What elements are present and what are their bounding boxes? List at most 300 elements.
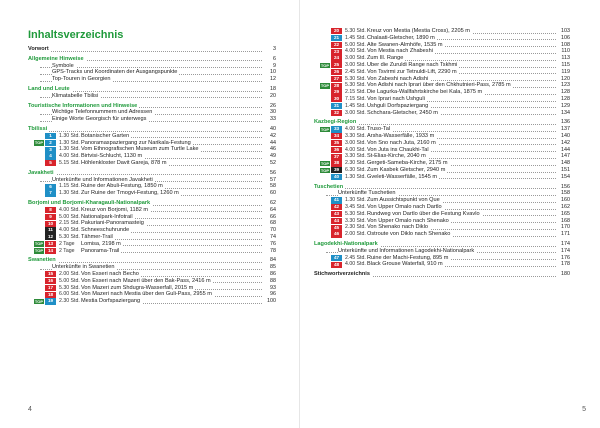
toc-entry-label [28, 126, 262, 133]
tour-duration: 1.30 Std. [59, 139, 80, 146]
toc-entry[interactable] [28, 146, 276, 153]
tour-number-badge: 5 [45, 160, 56, 166]
toc-entry[interactable] [28, 69, 276, 76]
tour-number-badge: 29 [331, 89, 342, 95]
badge-column [314, 110, 342, 117]
tour-number-badge: 37 [331, 154, 342, 160]
toc-page-number: 52 [270, 159, 276, 166]
tour-duration: 6.30 Std. [345, 166, 366, 173]
tour-duration: 4.00 Std. [59, 153, 80, 160]
tour-duration: 3.30 Std. [345, 132, 366, 139]
toc-entry[interactable] [28, 177, 276, 184]
tour-number-badge: 9 [45, 214, 56, 220]
toc-page-number: 160 [561, 197, 570, 204]
tour-number-badge: 14 [45, 248, 56, 254]
toc-entry[interactable] [28, 63, 276, 70]
tour-number-badge: 38 [331, 160, 342, 166]
badge-column [28, 298, 56, 305]
toc-entry-text: Stichwortverzeichnis [314, 271, 370, 278]
tour-duration: 1.45 Std. [345, 34, 366, 41]
toc-entry-text: Panoramaspaziergang zur Narikala-Festung [81, 139, 191, 146]
toc-page-number: 96 [270, 291, 276, 298]
toc-entry[interactable] [28, 133, 276, 140]
toc-entry[interactable] [28, 291, 276, 298]
toc-entry[interactable] [28, 298, 276, 305]
toc-entry[interactable] [28, 153, 276, 160]
toc-entry-label [367, 197, 556, 204]
toc-page-number: 49 [270, 153, 276, 160]
toc-entry[interactable] [314, 167, 570, 174]
toc-entry-text: Swanetien [28, 257, 56, 264]
top-tour-badge: TOP [34, 298, 43, 304]
tour-duration: 7.15 Std. [345, 95, 366, 102]
toc-entry-text: Zum Kasbek Gletscher, 2940 m [367, 166, 446, 173]
tour-number-badge: 11 [45, 227, 56, 233]
badge-column [28, 160, 56, 167]
toc-page-number: 100 [267, 298, 276, 305]
toc-page-number: 42 [270, 132, 276, 139]
toc-entry[interactable] [314, 55, 570, 62]
toc-page-number: 10 [270, 69, 276, 76]
tour-number-badge: 20 [331, 28, 342, 34]
toc-entry[interactable] [314, 248, 570, 255]
tour-duration: 4.00 Std. [345, 126, 366, 133]
toc-page-number: 178 [561, 261, 570, 268]
toc-entry[interactable] [314, 153, 570, 160]
toc-entry-text: Von Tsvirmi zur Tetnuldi-Lift, 2290 m [367, 68, 457, 75]
toc-entry-text: Botanischer Garten [81, 132, 130, 139]
toc-entry-text: Truso-Tal [367, 126, 391, 133]
toc-entry-label [81, 291, 262, 298]
toc-entry-label [367, 62, 556, 69]
tour-number-badge: 6 [45, 184, 56, 190]
toc-entry[interactable] [314, 133, 570, 140]
toc-entry[interactable] [314, 218, 570, 225]
tour-number-badge: 2 [45, 140, 56, 146]
tour-duration: 1.30 Std. [59, 190, 80, 197]
toc-entry-text: Kreuz von Mestia (Mestia Cross), 2205 m [367, 28, 470, 34]
toc-entry-label [40, 264, 262, 271]
badge-column [28, 76, 40, 83]
toc-entry-text: Pakuriani-Panoramasteig [81, 220, 144, 227]
toc-entry[interactable] [314, 48, 570, 55]
toc-page-number: 134 [561, 109, 570, 116]
toc-entry-text: Mestia Dorfspaziergang [81, 298, 141, 305]
toc-entry-label [367, 42, 556, 49]
toc-entry-text: GPS-Tracks und Koordinaten der Ausgangspunkte [52, 69, 178, 76]
toc-entry-text: Ruine der Abuli-Festung, 1850 m [81, 183, 163, 190]
top-tour-badge: TOP [320, 62, 329, 68]
toc-entry-label [81, 183, 262, 190]
toc-entry-label [81, 227, 262, 234]
badge-column [28, 190, 56, 197]
toc-entry-label [28, 257, 262, 264]
tour-duration: 2.45 Std. [345, 254, 366, 261]
toc-entry[interactable] [28, 285, 276, 292]
tour-duration: 4.00 Std. [59, 227, 80, 234]
toc-entry-label [367, 28, 556, 35]
toc-entry[interactable] [314, 119, 570, 126]
toc-entry[interactable] [28, 103, 276, 110]
toc-entry[interactable] [28, 264, 276, 271]
toc-entry[interactable] [28, 160, 276, 167]
tour-duration: 1.30 Std. [345, 197, 366, 204]
tour-duration: 2.30 Std. [59, 298, 80, 305]
toc-entry-text: Schneeschuhrunde [81, 227, 130, 234]
toc-entry[interactable] [28, 234, 276, 241]
tour-number-badge: 43 [331, 211, 342, 217]
toc-entry[interactable] [314, 35, 570, 42]
toc-entry[interactable] [28, 207, 276, 214]
toc-page-number: 106 [561, 34, 570, 41]
toc-entry-text: Höhlenkloster Davit Gareja, 878 m [81, 159, 167, 166]
toc-entry[interactable] [314, 69, 570, 76]
tour-duration: 5.30 Std. [59, 233, 80, 240]
toc-entry[interactable] [314, 96, 570, 103]
toc-page-number: 115 [561, 61, 570, 68]
tour-duration: 4.00 Std. [345, 48, 366, 55]
toc-page-number: 76 [270, 240, 276, 247]
toc-entry-text: Land und Leute [28, 85, 70, 92]
badge-column [314, 103, 342, 110]
badge-column [314, 211, 342, 218]
badge-column [28, 116, 40, 123]
toc-entry[interactable] [314, 110, 570, 117]
toc-page-number: 58 [270, 183, 276, 190]
toc-entry[interactable] [28, 200, 276, 207]
badge-column [28, 285, 56, 292]
toc-entry-label [367, 89, 556, 96]
toc-entry-label [367, 255, 556, 262]
tour-number-badge: 4 [45, 153, 56, 159]
toc-entry[interactable] [28, 170, 276, 177]
toc-entry-label [81, 271, 262, 278]
tour-duration: 5.00 Std. [59, 277, 80, 284]
toc-entry-text: Touristische Informationen und Hinweise [28, 102, 138, 109]
toc-entry[interactable] [314, 224, 570, 231]
page-number-right: 5 [582, 406, 586, 414]
right-page [300, 0, 600, 428]
tour-duration: 2.00 Std. [345, 231, 366, 238]
toc-page-number: 68 [270, 220, 276, 227]
toc-entry[interactable] [314, 271, 570, 278]
tour-number-badge: 8 [45, 207, 56, 213]
toc-page-number: 158 [561, 190, 570, 197]
toc-page-number: 128 [561, 95, 570, 102]
badge-column [28, 241, 56, 248]
toc-page-number: 12 [270, 76, 276, 83]
toc-entry-label [367, 231, 556, 238]
toc-entry-label [81, 207, 262, 214]
top-tour-badge: TOP [34, 248, 43, 254]
toc-entry[interactable] [314, 255, 570, 262]
toc-entry-label [81, 190, 262, 197]
page-number-left: 4 [28, 406, 32, 414]
toc-page-number: 88 [270, 277, 276, 284]
badge-column [314, 96, 342, 103]
toc-entry-text: Zum Aussichtspunkt von Que [367, 197, 440, 204]
badge-column [314, 204, 342, 211]
toc-entry-text: Von Adishi nach Iprari über den Chkhutnieri-Pass, 2785 m [367, 82, 511, 89]
tour-duration: 4.00 Std. [345, 261, 366, 268]
top-tour-badge: TOP [320, 167, 329, 173]
toc-page-number: 46 [270, 146, 276, 153]
toc-entry-text: Tähmer-Trail [81, 233, 113, 240]
badge-column [28, 291, 56, 298]
tour-duration: 2 Tage [59, 247, 75, 254]
toc-entry-text: Chalaati-Gletscher, 1890 m [367, 34, 435, 41]
toc-page-number: 180 [561, 271, 570, 278]
toc-page-number: 113 [561, 55, 570, 62]
toc-entry[interactable] [28, 76, 276, 83]
toc-page-number: 74 [270, 233, 276, 240]
toc-page-number: 119 [561, 68, 570, 75]
toc-entry[interactable] [314, 76, 570, 83]
toc-entry-text: Ushguli Dorfspaziergang [367, 102, 429, 109]
toc-entry[interactable] [314, 42, 570, 49]
tour-duration: 3.30 Std. [345, 153, 366, 160]
toc-entry-label [367, 35, 556, 42]
toc-entry[interactable] [28, 190, 276, 197]
badge-column [314, 231, 342, 238]
toc-list-left [28, 46, 276, 305]
tour-duration: 2.15 Std. [59, 220, 80, 227]
page-title: Inhaltsverzeichnis [28, 29, 124, 41]
toc-entry-text: Unterkünfte und Informationen Lagodekhi-Nationalpark [338, 247, 475, 254]
toc-page-number: 78 [270, 247, 276, 254]
badge-column [314, 160, 342, 167]
toc-entry-text: Kazbegi-Region [314, 119, 357, 126]
toc-entry-label [367, 160, 556, 167]
tour-duration: 5.30 Std. [345, 82, 366, 89]
toc-entry-label [40, 93, 262, 100]
toc-entry[interactable] [28, 46, 276, 53]
toc-entry-text: Arsha-Wasserfälle, 1933 m [367, 132, 435, 139]
badge-column [314, 28, 342, 35]
toc-page-number: 137 [561, 126, 570, 133]
badge-column [314, 89, 342, 96]
toc-entry[interactable] [28, 227, 276, 234]
toc-entry[interactable] [314, 261, 570, 268]
badge-column [314, 153, 342, 160]
tour-number-badge: 24 [331, 55, 342, 61]
toc-entry[interactable] [314, 184, 570, 191]
toc-entry-label [367, 103, 556, 110]
toc-entry-text: Von Juta ins Chaukhi-Tal [367, 146, 429, 153]
toc-entry-label [367, 126, 556, 133]
toc-entry[interactable] [28, 109, 276, 116]
toc-entry-label [28, 46, 262, 53]
toc-entry-text: Ruine der Machi-Festung, 895 m [367, 254, 449, 261]
toc-entry-label [40, 109, 262, 116]
toc-entry[interactable] [28, 116, 276, 123]
toc-entry-label [40, 76, 262, 83]
toc-entry-text: Wichtige Telefonnummern und Adressen [52, 109, 153, 116]
tour-number-badge: 36 [331, 147, 342, 153]
toc-entry-label [81, 248, 262, 255]
toc-entry[interactable] [314, 160, 570, 167]
badge-column [314, 167, 342, 174]
badge-column [28, 234, 56, 241]
badge-column [28, 214, 56, 221]
tour-duration: 2 Tage [59, 240, 75, 247]
toc-entry-label [367, 218, 556, 225]
toc-entry-label [81, 220, 262, 227]
toc-entry-label [326, 190, 556, 197]
tour-duration: 2.30 Std. [345, 160, 366, 167]
toc-entry[interactable] [28, 257, 276, 264]
toc-entry[interactable] [28, 278, 276, 285]
toc-page-number: 144 [561, 146, 570, 153]
badge-column [314, 42, 342, 49]
tour-duration: 3.00 Std. [345, 139, 366, 146]
toc-page-number: 168 [561, 217, 570, 224]
toc-entry-text: Die Lagurka-Wallfahrtskirche bei Kala, 1875 m [367, 89, 483, 96]
toc-entry-label [81, 285, 262, 292]
tour-number-badge: 44 [331, 218, 342, 224]
toc-entry[interactable] [314, 231, 570, 238]
toc-entry-label [367, 224, 556, 231]
toc-entry[interactable] [28, 86, 276, 93]
toc-entry[interactable] [314, 211, 570, 218]
toc-entry-text: Zum Ill. Range [367, 55, 404, 62]
tour-duration: 2.30 Std. [345, 224, 366, 231]
tour-duration: 1.30 Std. [345, 173, 366, 180]
toc-entry[interactable] [314, 190, 570, 197]
toc-entry[interactable] [28, 214, 276, 221]
toc-entry-label [367, 82, 556, 89]
badge-column [28, 207, 56, 214]
toc-entry[interactable] [28, 183, 276, 190]
toc-page-number: 103 [561, 28, 570, 34]
toc-page-number: 148 [561, 160, 570, 167]
toc-page-number: 20 [270, 92, 276, 99]
tour-number-badge: 41 [331, 197, 342, 203]
tour-number-badge: 48 [331, 262, 342, 268]
toc-entry-text: Von Mazeri nach Mestia über den Guli-Pass, 2955 m [81, 291, 212, 298]
toc-entry-text: Von Mazeri zum Shdugra-Wasserfall, 2015 m [81, 284, 194, 291]
toc-page-number: 26 [270, 102, 276, 109]
toc-entry[interactable] [314, 241, 570, 248]
top-tour-badge: TOP [320, 126, 329, 132]
toc-entry-text: Von Shenako nach Diklo [367, 224, 428, 231]
tour-duration: 5.00 Std. [59, 213, 80, 220]
toc-entry[interactable] [314, 62, 570, 69]
badge-column [28, 278, 56, 285]
toc-entry-label [28, 200, 262, 207]
toc-page-number: 108 [561, 41, 570, 48]
toc-entry-label [81, 133, 262, 140]
tour-duration: 1.15 Std. [59, 183, 80, 190]
toc-entry-text: Einige Worte Georgisch für unterwegs [52, 116, 147, 123]
toc-entry[interactable] [28, 93, 276, 100]
badge-column [314, 133, 342, 140]
badge-column [314, 76, 342, 83]
toc-entry-text: St-Elias-Kirche, 2040 m [367, 153, 426, 160]
toc-entry-text: Panorama-Trail [81, 247, 120, 254]
toc-entry-label [81, 146, 262, 153]
toc-page-number: 110 [561, 48, 570, 55]
badge-column [28, 153, 56, 160]
badge-column [314, 126, 342, 133]
toc-entry-text: Alte Swanen-Almhöfe, 1535 m [367, 41, 443, 48]
toc-entry-label [81, 153, 262, 160]
toc-page-number: 60 [270, 190, 276, 197]
toc-entry-label [314, 271, 556, 278]
toc-entry-label [367, 167, 556, 174]
tour-duration: 5.30 Std. [345, 210, 366, 217]
toc-entry-label [367, 96, 556, 103]
toc-entry[interactable] [28, 56, 276, 63]
toc-page-number: 170 [561, 224, 570, 231]
tour-duration: 3.00 Std. [345, 109, 366, 116]
toc-entry-label [81, 298, 262, 305]
toc-entry-text: Top-Touren in Georgien [52, 76, 111, 83]
tour-number-badge: 35 [331, 140, 342, 146]
toc-entry-label [314, 241, 556, 248]
toc-list-right [314, 28, 570, 278]
badge-column [314, 218, 342, 225]
toc-entry[interactable] [314, 82, 570, 89]
toc-entry-label [367, 204, 556, 211]
badge-column [28, 140, 56, 147]
toc-entry[interactable] [28, 126, 276, 133]
tour-number-badge: 47 [331, 255, 342, 261]
toc-entry[interactable] [314, 197, 570, 204]
toc-entry-label [367, 147, 556, 154]
tour-duration: 6.00 Std. [59, 291, 80, 298]
tour-duration: 5.00 Std. [345, 41, 366, 48]
toc-entry[interactable] [28, 271, 276, 278]
badge-column [28, 271, 56, 278]
toc-entry-text: Von Esseri nach Mazeri über den Bak-Pass, 2416 m [81, 277, 211, 284]
toc-entry[interactable] [314, 28, 570, 35]
toc-entry[interactable] [28, 140, 276, 147]
toc-page-number: 30 [270, 109, 276, 116]
tour-duration: 3.45 Std. [345, 203, 366, 210]
tour-number-badge: 39 [331, 167, 342, 173]
toc-entry[interactable] [314, 140, 570, 147]
toc-entry[interactable] [314, 126, 570, 133]
tour-number-badge: 26 [331, 69, 342, 75]
toc-entry-text: Zur Ruine der Tmogvi-Festung, 1260 m [81, 190, 179, 197]
tour-number-badge: 45 [331, 225, 342, 231]
toc-entry[interactable] [314, 174, 570, 181]
toc-page-number: 66 [270, 213, 276, 220]
toc-entry-text: Tuschetien [314, 183, 344, 190]
toc-entry[interactable] [28, 241, 276, 248]
toc-entry-text: Von Upper Omalo nach Dartlo [367, 203, 442, 210]
toc-entry[interactable] [314, 89, 570, 96]
badge-column [28, 220, 56, 227]
toc-entry-label [81, 214, 262, 221]
toc-page-number: 33 [270, 116, 276, 123]
toc-entry-text: Unterkünfte in Swanetien [52, 264, 115, 271]
toc-entry[interactable] [314, 147, 570, 154]
badge-column [28, 183, 56, 190]
toc-entry-text: Birtvisi-Schlucht, 1130 m [81, 153, 143, 160]
toc-entry-label [40, 69, 262, 76]
toc-entry[interactable] [314, 204, 570, 211]
badge-column [314, 261, 342, 268]
toc-entry[interactable] [28, 220, 276, 227]
toc-page-number: 40 [270, 125, 276, 132]
tour-number-badge: 28 [331, 83, 342, 89]
toc-entry[interactable] [314, 103, 570, 110]
toc-entry-text: Tbilissi [28, 125, 48, 132]
toc-entry[interactable] [28, 248, 276, 255]
badge-column [28, 177, 40, 184]
